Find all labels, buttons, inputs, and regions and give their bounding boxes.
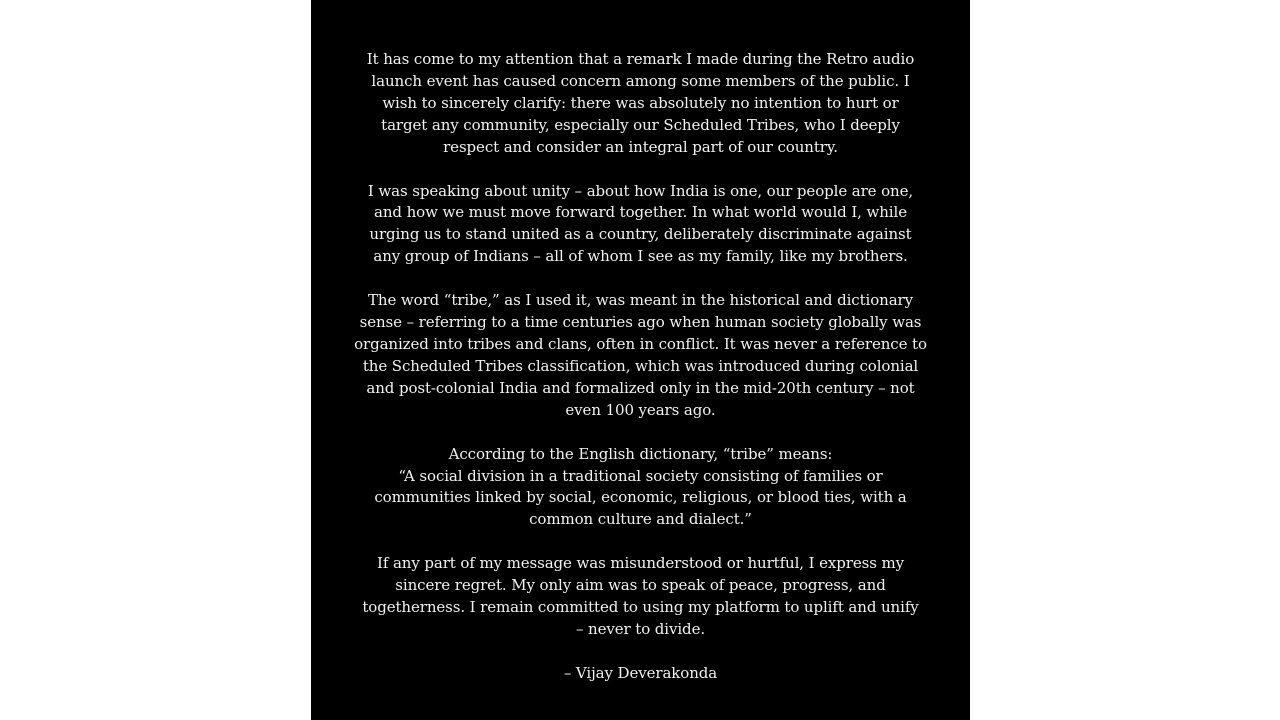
- paragraph-clarification: [341, 49, 941, 159]
- text-line: If any part of my message was misunderstood or hurtful, I express my: [377, 554, 904, 573]
- text-line: I was speaking about unity – about how India is one, our people are one,: [367, 181, 914, 200]
- text-line: common culture and dialect.”: [529, 510, 752, 529]
- text-line: even 100 years ago.: [565, 400, 716, 419]
- text-line: – never to divide.: [575, 619, 706, 638]
- text-line: launch event has caused concern among some members of the public. I: [371, 71, 910, 90]
- text-line: and post-colonial India and formalized only in the mid-20th century – not: [366, 378, 915, 397]
- text-line: the Scheduled Tribes classification, which was introduced during colonial: [362, 356, 919, 375]
- text-line: urging us to stand united as a country, deliberately discriminate against: [369, 225, 912, 244]
- text-line: According to the English dictionary, “tribe” means:: [448, 444, 833, 463]
- text-line: and how we must move forward together. In what world would I, while: [374, 203, 907, 222]
- statement-image: [311, 0, 970, 720]
- text-line: sense – referring to a time centuries ago when human society globally was: [359, 313, 922, 332]
- text-line: “A social division in a traditional society consisting of families or: [398, 466, 883, 485]
- text-line: target any community, especially our Scheduled Tribes, who I deeply: [381, 115, 900, 134]
- text-line: The word “tribe,” as I used it, was meant in the historical and dictionary: [367, 291, 913, 310]
- text-line: any group of Indians – all of whom I see as my family, like my brothers.: [373, 247, 908, 266]
- text-line: organized into tribes and clans, often in conflict. It was never a reference to: [354, 334, 927, 353]
- paragraph-word-tribe: [341, 290, 941, 421]
- text-line: communities linked by social, economic, religious, or blood ties, with a: [374, 488, 907, 507]
- paragraph-dictionary-definition: [341, 444, 941, 532]
- signature: – Vijay Deverakonda: [563, 663, 718, 682]
- text-line: It has come to my attention that a remark I made during the Retro audio: [366, 50, 915, 68]
- text-line: respect and consider an integral part of our country.: [443, 137, 838, 156]
- text-line: sincere regret. My only aim was to speak of peace, progress, and: [395, 576, 886, 595]
- text-line: togetherness. I remain committed to using my platform to uplift and unify: [362, 598, 919, 617]
- paragraph-unity: [341, 181, 941, 269]
- statement-text: [341, 49, 941, 685]
- text-line: wish to sincerely clarify: there was absolutely no intention to hurt or: [382, 93, 899, 112]
- paragraph-regret: [341, 553, 941, 641]
